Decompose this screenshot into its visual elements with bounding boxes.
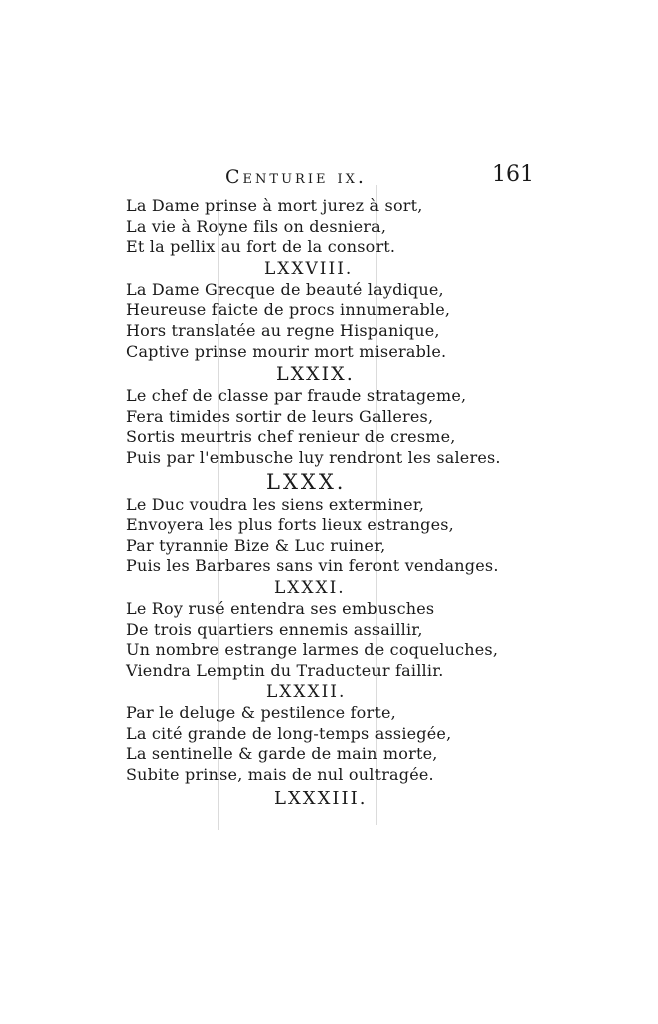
quatrain — [126, 469, 499, 577]
verse-line: Hors translatée au regne Hispanique, — [126, 320, 440, 340]
verse-line: Par le deluge & pestilence forte, — [126, 703, 396, 723]
verse-line: Et la pellix au fort de la consort. — [126, 237, 396, 257]
verse-line: Sortis meurtris chef renieur de cresme, — [126, 427, 456, 447]
quatrain — [126, 258, 496, 362]
quatrain — [126, 786, 496, 812]
verse-line: La Dame prinse à mort jurez à sort, — [126, 196, 423, 215]
quatrain — [126, 196, 496, 258]
quatrain-number: LXXIX. — [276, 363, 355, 386]
quatrain-number: LXXVIII. — [264, 258, 354, 279]
verse-line: La Dame Grecque de beauté laydique, — [126, 279, 444, 299]
verse-line: Puis par l'embusche luy rendront les saleres. — [126, 447, 501, 467]
verse-line: Puis les Barbares sans vin feront vendanges. — [126, 556, 499, 576]
verse-line: Viendra Lemptin du Traducteur faillir. — [126, 660, 444, 680]
verse-line: Un nombre estrange larmes de coqueluches, — [126, 640, 499, 660]
verse-line: Fera timides sortir de leurs Galleres, — [126, 406, 434, 426]
quatrain — [126, 681, 496, 785]
verse-line: Subite prinse, mais de nul oultragée. — [126, 765, 434, 785]
quatrain-number: LXXX. — [266, 469, 347, 494]
verse-line: Le Roy rusé entendra ses embusches — [126, 598, 435, 618]
running-head: Centurie ix. — [225, 166, 367, 188]
quatrain-number: LXXXII. — [266, 682, 347, 703]
page-number: 161 — [492, 162, 534, 187]
quatrain-number: LXXXIII. — [274, 787, 368, 809]
verse-line: Captive prinse mourir mort miserable. — [126, 341, 447, 361]
verse-line: La vie à Royne fils on desniera, — [126, 216, 387, 236]
quatrain — [126, 577, 499, 681]
quatrain — [126, 362, 501, 468]
quatrain-number: LXXXI. — [274, 577, 346, 598]
verse-line: De trois quartiers ennemis assaillir, — [126, 619, 423, 639]
verse-line: Envoyera les plus forts lieux estranges, — [126, 515, 454, 535]
quatrain-text-block — [126, 196, 501, 812]
verse-line: La sentinelle & garde de main morte, — [126, 744, 438, 764]
verse-line: Le chef de classe par fraude stratageme, — [126, 386, 467, 406]
verse-line: Par tyrannie Bize & Luc ruiner, — [126, 535, 386, 555]
verse-line: Heureuse faicte de procs innumerable, — [126, 300, 451, 320]
verse-line: La cité grande de long-temps assiegée, — [126, 723, 452, 743]
verse-line: Le Duc voudra les siens exterminer, — [126, 494, 425, 514]
